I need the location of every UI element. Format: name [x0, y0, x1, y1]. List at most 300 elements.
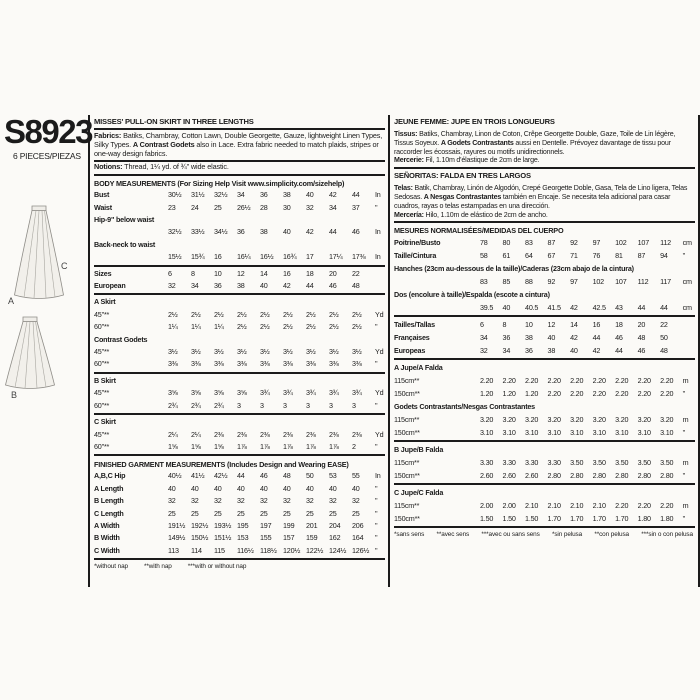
measure-cell: 23: [168, 202, 176, 212]
measure-cell: 32: [168, 281, 176, 291]
fabrics-label: Fabrics:: [94, 131, 122, 140]
measure-cell: 32: [237, 496, 245, 506]
table-row: [94, 226, 385, 238]
measure-cell: 76: [592, 251, 601, 261]
measure-cell: 3.10: [502, 428, 516, 438]
measure-cell: 55: [352, 471, 360, 481]
measure-cell: 2½: [214, 309, 224, 319]
measure-cell: 1⅝: [168, 441, 178, 451]
table-row: [94, 532, 385, 544]
unit-cell: ": [682, 251, 685, 261]
table-row: [394, 387, 695, 400]
measure-cell: 2.20: [592, 389, 606, 399]
measure-cell: 3½: [260, 347, 270, 357]
table-row: [94, 483, 385, 495]
measure-cell: 42: [570, 303, 578, 313]
intl-measurements-header: MESURES NORMALISÉES/MEDIDAS DEL CUERPO: [394, 225, 564, 235]
measure-cell: 2¼: [168, 429, 178, 439]
measure-cell: 40: [306, 190, 314, 200]
measure-cell: 48: [283, 471, 291, 481]
measure-cell: 3½: [306, 347, 316, 357]
measure-cell: 107: [637, 238, 650, 248]
measure-cell: 2.10: [547, 501, 561, 511]
measure-cell: 3½: [283, 347, 293, 357]
unit-cell: In: [375, 190, 381, 200]
table-row: [394, 236, 695, 249]
measure-cell: 1.20: [480, 389, 494, 399]
table-row: [94, 375, 385, 387]
measure-cell: 197: [260, 520, 272, 530]
view-label-c: C: [61, 261, 68, 271]
measure-cell: 10: [214, 268, 222, 278]
unit-cell: Yd: [375, 388, 384, 398]
measure-cell: 14: [260, 268, 268, 278]
measure-cell: 201: [306, 520, 318, 530]
intl-measurements-table: [394, 236, 695, 529]
measure-cell: 2.20: [570, 376, 584, 386]
unit-cell: m: [682, 501, 689, 511]
section-header-row: B Skirt: [94, 375, 116, 385]
table-row: [394, 469, 695, 482]
measure-cell: 97: [570, 277, 578, 287]
measure-cell: 46: [260, 471, 268, 481]
measure-cell: 22: [352, 268, 360, 278]
measure-cell: 2.20: [637, 501, 651, 511]
measure-cell: 16: [283, 268, 291, 278]
measure-cell: 78: [480, 238, 488, 248]
measure-cell: 126½: [352, 545, 370, 555]
section-header-row: Godets Contrastants/Nesgas Contrastantes: [394, 402, 535, 412]
row-label: 45"**: [94, 388, 110, 398]
measure-cell: 25: [214, 508, 222, 518]
row-label: 150cm**: [394, 428, 420, 438]
measure-cell: 25: [260, 508, 268, 518]
table-row: [94, 441, 385, 453]
measure-cell: 16: [214, 252, 222, 262]
measure-cell: 2.20: [525, 376, 539, 386]
measure-cell: 24: [191, 202, 199, 212]
measure-cell: 102: [615, 238, 627, 248]
measure-cell: 34: [237, 190, 245, 200]
measure-cell: 71: [570, 251, 578, 261]
table-row: [394, 413, 695, 426]
measure-cell: 44: [637, 303, 646, 313]
measure-cell: 2.20: [480, 376, 494, 386]
measure-cell: 2.10: [525, 501, 539, 511]
measure-cell: 102: [592, 277, 604, 287]
view-label-b: B: [11, 390, 18, 400]
body-measurements-table: [94, 189, 385, 457]
unit-cell: ": [375, 520, 378, 530]
table-row: [394, 374, 695, 387]
wide-row-label: Hanches (23cm au-dessous de la taille)/Caderas (23cm abajo de la cintura): [394, 264, 634, 274]
measure-cell: 36: [237, 227, 245, 237]
measure-cell: 25: [329, 508, 337, 518]
measure-cell: 40½: [168, 471, 182, 481]
measure-cell: 44: [352, 190, 360, 200]
telas-bold-nesgas: A Nesgas Contrastantes: [423, 192, 502, 201]
measure-cell: 34: [502, 346, 511, 356]
measure-cell: 3.20: [615, 415, 629, 425]
panel-english: [88, 115, 388, 587]
measure-cell: 3¾: [306, 388, 316, 398]
measure-cell: 2.20: [547, 389, 561, 399]
measure-cell: 3.20: [660, 415, 674, 425]
measure-cell: 159: [306, 533, 318, 543]
measure-cell: 1.50: [480, 514, 494, 524]
measure-cell: 3.20: [525, 415, 539, 425]
table-row: [94, 470, 385, 482]
measure-cell: 3⅜: [306, 359, 316, 369]
table-row: [394, 499, 695, 512]
unit-cell: [375, 268, 385, 280]
table-row: [394, 275, 695, 288]
row-label: 45"**: [94, 309, 110, 319]
measure-cell: 26½: [237, 202, 251, 212]
row-label: European: [94, 281, 126, 291]
measure-cell: 1.70: [615, 514, 629, 524]
measure-cell: 2⅜: [283, 429, 293, 439]
measure-cell: 20: [329, 268, 337, 278]
measure-cell: 46: [615, 333, 623, 343]
measure-cell: 199: [283, 520, 295, 530]
measure-cell: 25: [191, 508, 199, 518]
tissus-label: Tissus:: [394, 130, 418, 138]
unit-cell: ": [375, 508, 378, 518]
wide-row-label: Hip-9" below waist: [94, 215, 155, 224]
measure-cell: 3.50: [570, 458, 584, 468]
measure-cell: 3: [306, 400, 310, 410]
measure-cell: 32: [480, 346, 488, 356]
measure-cell: 113: [168, 545, 179, 555]
measure-cell: 18: [615, 320, 623, 330]
table-row: [94, 296, 385, 308]
measure-cell: 162: [329, 533, 341, 543]
measure-cell: 116½: [237, 545, 254, 555]
measure-cell: 3.30: [525, 458, 539, 468]
table-row: [94, 214, 385, 226]
measure-cell: 1⅝: [214, 441, 224, 451]
row-label: 60"**: [94, 441, 110, 451]
section-header-row: A Jupe/A Falda: [394, 363, 443, 373]
measure-cell: 14: [570, 320, 578, 330]
finished-garment-header: FINISHED GARMENT MEASUREMENTS (Includes Design and Wearing EASE): [94, 459, 349, 469]
measure-cell: 83: [480, 277, 488, 287]
measure-cell: 44: [329, 227, 337, 237]
sens-pelusa-footnotes: [394, 529, 695, 538]
telas-text-2: también en Encaje. Se necesita tela adicional para casar cuadros, rayas o telas estampadas en una dirección.: [394, 192, 671, 210]
measure-cell: 3¾: [283, 388, 293, 398]
notions-label: Notions:: [94, 162, 123, 172]
measure-cell: 87: [547, 238, 556, 248]
measure-cell: 17⅜: [352, 252, 366, 262]
row-label: 45"**: [94, 347, 110, 357]
measure-cell: 2⅜: [214, 429, 224, 439]
table-row: [94, 268, 385, 280]
measure-cell: 3.20: [502, 415, 516, 425]
mercerie-text: Fil, 1.10m d'élastique de 2cm de large.: [423, 156, 540, 165]
measure-cell: 44: [237, 471, 245, 481]
row-label: 60"**: [94, 359, 110, 369]
measure-cell: 25: [214, 202, 222, 212]
measure-cell: 40: [214, 483, 222, 493]
measure-cell: 3⅜: [214, 359, 224, 369]
measure-cell: 1⅝: [191, 441, 201, 451]
measure-cell: 12: [547, 320, 556, 330]
table-row: [94, 495, 385, 507]
unit-cell: cm: [682, 277, 692, 287]
measure-cell: 195: [237, 520, 249, 530]
fabrics-bold-godets: A Contrast Godets: [132, 139, 195, 149]
measure-cell: 25: [283, 508, 291, 518]
merceria-label: Mercería:: [394, 210, 424, 219]
measure-cell: 2½: [237, 322, 247, 332]
row-label: Taille/Cintura: [394, 251, 437, 261]
mercerie-label: Mercerie:: [394, 156, 424, 165]
measure-cell: 44: [615, 346, 623, 356]
measure-cell: 2⅜: [352, 429, 362, 439]
measure-cell: 42: [592, 346, 601, 356]
measure-cell: 48: [352, 281, 360, 291]
measure-cell: 2.80: [660, 471, 674, 481]
row-label: Sizes: [94, 268, 112, 278]
measure-cell: 2.80: [615, 471, 629, 481]
table-row: [94, 416, 385, 428]
french-title: JEUNE FEMME: JUPE EN TROIS LONGUEURS: [394, 117, 555, 126]
measure-cell: 3.10: [592, 428, 606, 438]
measure-cell: 2½: [352, 309, 362, 319]
tissus-bold-godets: A Godets Contrastants: [440, 138, 514, 147]
unit-cell: [683, 344, 695, 357]
footnote-item: ***sin o con pelusa: [641, 531, 693, 539]
measure-cell: 2.20: [660, 376, 674, 386]
row-label: 115cm**: [394, 458, 420, 468]
measure-cell: 32: [283, 496, 291, 506]
table-row: [394, 443, 695, 456]
english-title: MISSES' PULL-ON SKIRT IN THREE LENGTHS: [94, 115, 385, 130]
finished-garment-table: [94, 470, 385, 561]
row-label: C Length: [94, 508, 124, 518]
table-row: [394, 486, 695, 499]
row-label: 60"**: [94, 400, 110, 410]
measure-cell: 1⅞: [283, 441, 293, 451]
footnote-item: *sin pelusa: [551, 531, 583, 539]
table-row: [394, 288, 695, 301]
measure-cell: 2¼: [191, 429, 201, 439]
measure-cell: 1.50: [502, 514, 516, 524]
measure-cell: 16: [592, 320, 601, 330]
measure-cell: 2.80: [637, 471, 651, 481]
unit-cell: ": [375, 359, 378, 369]
row-label: Waist: [94, 202, 112, 212]
measure-cell: 20: [637, 320, 646, 330]
measure-cell: 151½: [214, 533, 232, 543]
measure-cell: 1⅞: [237, 441, 247, 451]
footnote-item: **with nap: [143, 563, 172, 571]
measure-cell: 48: [637, 333, 646, 343]
measure-cell: 38: [547, 346, 556, 356]
measure-cell: 3⅝: [214, 388, 224, 398]
measure-cell: 149½: [168, 533, 186, 543]
telas-label: Telas:: [394, 184, 413, 193]
panel-international: [388, 115, 700, 587]
measure-cell: 2⅜: [306, 429, 316, 439]
measure-cell: 3.20: [570, 415, 584, 425]
section-header-row: C Jupe/C Falda: [394, 488, 444, 498]
unit-cell: [375, 280, 385, 292]
row-label: A Length: [94, 483, 124, 493]
telas-text-1: Batik, Chambray, Linón de Algodón, Crepé Georgette Doble, Gasa, Tela de Lino ligera, Telas Sedosas.: [394, 184, 688, 201]
row-label: [394, 301, 480, 314]
footnote-item: *sans sens: [394, 531, 425, 539]
measure-cell: 157: [283, 533, 295, 543]
measure-cell: 25: [237, 508, 245, 518]
table-row: [94, 358, 385, 370]
measure-cell: 3¾: [260, 388, 270, 398]
measure-cell: 3.50: [592, 458, 606, 468]
table-row: [394, 301, 695, 314]
measure-cell: 3⅜: [168, 359, 178, 369]
table-row: [94, 387, 385, 399]
measure-cell: 2.20: [592, 376, 606, 386]
unit-cell: m: [682, 415, 689, 425]
measure-cell: 1.70: [547, 514, 561, 524]
measure-cell: 112: [660, 238, 671, 248]
measure-cell: 2.20: [615, 389, 629, 399]
row-label: 150cm**: [394, 389, 420, 399]
footnote-item: **con pelusa: [594, 531, 629, 539]
measure-cell: 10: [525, 320, 533, 330]
measure-cell: 107: [615, 277, 627, 287]
measure-cell: 2.60: [502, 471, 516, 481]
measure-cell: 46: [637, 346, 646, 356]
measure-cell: 43: [615, 303, 623, 313]
measure-cell: 2½: [237, 309, 247, 319]
table-row: [94, 321, 385, 333]
measure-cell: 3½: [214, 347, 224, 357]
measure-cell: 97: [592, 238, 601, 248]
measure-cell: 16¼: [237, 252, 251, 262]
row-label: [94, 251, 168, 263]
measure-cell: 18: [306, 268, 314, 278]
measure-cell: 164: [352, 533, 364, 543]
row-label: 60"**: [94, 322, 110, 332]
table-row: [94, 239, 385, 251]
measure-cell: 40: [191, 483, 199, 493]
measure-cell: 3.30: [547, 458, 561, 468]
measure-cell: 2¾: [214, 400, 224, 410]
measure-cell: 58: [480, 251, 488, 261]
measure-cell: 38: [283, 190, 291, 200]
measure-cell: 40: [168, 483, 176, 493]
measure-cell: 2½: [306, 309, 316, 319]
skirt-view-b-illustration: [4, 316, 56, 389]
measure-cell: 32: [214, 496, 222, 506]
measure-cell: 3.10: [660, 428, 674, 438]
section-header-row: Contrast Godets: [94, 334, 148, 344]
measure-cell: 17¼: [329, 252, 343, 262]
measure-cell: 22: [660, 320, 668, 330]
measure-cell: 2.20: [637, 376, 651, 386]
measure-cell: 3½: [352, 347, 362, 357]
measure-cell: 2.00: [502, 501, 516, 511]
measure-cell: 3.50: [637, 458, 651, 468]
envelope-content: [0, 115, 700, 587]
tissus-text-1: Batiks, Chambray, Linon de Coton, Crêpe Georgette Double, Gaze, Toile de Lin légère, Tissus Soyeux.: [394, 130, 676, 147]
measure-cell: 42½: [214, 471, 228, 481]
measure-cell: 3.30: [502, 458, 516, 468]
measure-cell: 2⅜: [237, 429, 247, 439]
measure-cell: 41½: [191, 471, 205, 481]
measure-cell: 34: [191, 281, 199, 291]
measure-cell: 36: [260, 190, 268, 200]
measure-cell: 34½: [214, 227, 228, 237]
measure-cell: 46: [352, 227, 360, 237]
measure-cell: 1.80: [660, 514, 674, 524]
measure-cell: 34: [480, 333, 488, 343]
measure-cell: 3.20: [547, 415, 561, 425]
measure-cell: 3⅜: [237, 359, 247, 369]
unit-cell: ": [375, 322, 378, 332]
table-row: [394, 456, 695, 469]
table-row: [394, 426, 695, 439]
measure-cell: 83: [525, 238, 533, 248]
measure-cell: 2.20: [615, 501, 629, 511]
measure-cell: 2.20: [502, 376, 516, 386]
row-label: 115cm**: [394, 501, 420, 511]
measure-cell: 1.50: [525, 514, 539, 524]
row-label: Poitrine/Busto: [394, 238, 441, 248]
measure-cell: 16¾: [283, 252, 297, 262]
row-label: [94, 226, 168, 238]
measure-cell: 25: [168, 508, 176, 518]
measure-cell: 3.50: [615, 458, 629, 468]
table-row: [94, 508, 385, 520]
unit-cell: Yd: [375, 429, 384, 439]
table-row: [94, 545, 385, 557]
unit-cell: In: [375, 471, 381, 481]
measure-cell: 3.10: [570, 428, 584, 438]
unit-cell: ": [375, 533, 378, 543]
row-label: A,B,C Hip: [94, 471, 126, 481]
measure-cell: 6: [168, 268, 172, 278]
measure-cell: 32: [306, 202, 314, 212]
tissus-paragraph: [394, 128, 695, 169]
sidebar: [0, 113, 92, 587]
table-row: [394, 400, 695, 413]
measure-cell: 40: [283, 483, 291, 493]
measure-cell: 2½: [329, 309, 339, 319]
table-row: [94, 251, 385, 263]
measure-cell: 117: [660, 277, 671, 287]
unit-cell: cm: [682, 238, 692, 248]
measure-cell: 3⅜: [283, 359, 293, 369]
measure-cell: 36: [525, 346, 533, 356]
measure-cell: 80: [502, 238, 511, 248]
measure-cell: 3⅜: [352, 359, 362, 369]
table-row: [94, 189, 385, 201]
unit-cell: ": [682, 428, 685, 438]
measure-cell: 114: [191, 545, 202, 555]
measure-cell: 2½: [168, 309, 178, 319]
pieces-count: 6 PIECES/PIEZAS: [13, 151, 81, 161]
unit-cell: m: [682, 458, 689, 468]
unit-cell: In: [375, 227, 381, 237]
measure-cell: 191½: [168, 520, 186, 530]
footnote-item: **avec sens: [436, 531, 470, 539]
measure-cell: 2.60: [480, 471, 494, 481]
measure-cell: 40: [352, 483, 360, 493]
